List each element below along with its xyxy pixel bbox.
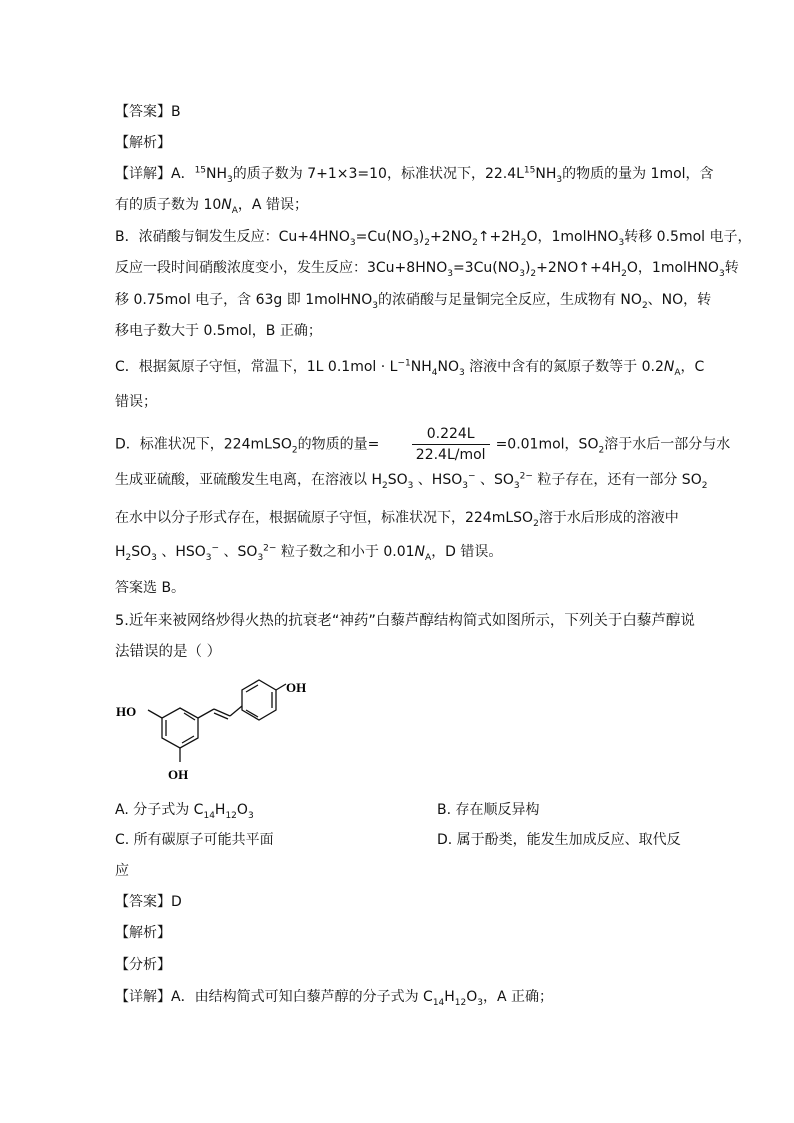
text: A． <box>171 166 195 182</box>
text: A．由结构简式可知白藜芦醇的分子式为 C <box>171 989 433 1005</box>
text: ↑+2H <box>477 229 521 245</box>
subscript: 3 <box>458 367 465 378</box>
fraction <box>412 424 490 465</box>
subscript: 3 <box>257 552 264 563</box>
answer-value: B <box>171 104 181 120</box>
text: ，C <box>680 359 705 375</box>
superscript: 2− <box>519 471 533 482</box>
superscript: − <box>467 471 476 482</box>
vinyl-bond <box>230 706 242 716</box>
answer-label: 【答案】 <box>115 894 171 910</box>
subscript: 3 <box>151 552 157 563</box>
text: O，1molHNO <box>626 260 719 276</box>
right-benzene-ring <box>242 680 276 720</box>
text: ，A 正确； <box>483 989 554 1005</box>
text: 溶液中含有的氮原子数等于 0.2 <box>464 359 664 375</box>
text: 、NO，转 <box>647 292 712 308</box>
subscript: 3 <box>618 237 625 248</box>
superscript: 15 <box>194 165 207 176</box>
text: O <box>236 802 248 818</box>
oh-label-left: HO <box>116 704 137 719</box>
option-d-continued: 应 <box>115 863 129 879</box>
text: =Cu(NO <box>355 229 413 245</box>
ring-double-bond <box>184 713 195 720</box>
text: O，1molHNO <box>526 229 619 245</box>
subscript: 2 <box>641 300 648 311</box>
detail-label: 【详解】 <box>115 166 171 182</box>
subscript: 2 <box>424 237 430 248</box>
subscript: 3 <box>718 268 725 279</box>
detail-b-line-3 <box>115 290 711 310</box>
text: 溶于水后形成的溶液中 <box>538 510 679 526</box>
answer-value: D <box>171 894 182 910</box>
subscript: A <box>425 552 432 563</box>
text: 、HSO <box>413 472 463 488</box>
subscript: 4 <box>431 367 438 378</box>
left-benzene-ring <box>162 708 198 748</box>
subscript: 2 <box>472 237 478 248</box>
subscript: 2 <box>621 268 627 279</box>
text: 反应一段时间硝酸浓度变小，发生反应：3Cu+8HNO <box>115 260 448 276</box>
fraction-denominator: 22.4L/mol <box>415 447 486 463</box>
text: ，D 错误。 <box>431 544 503 560</box>
analysis-sub-heading: 【分析】 <box>115 957 171 973</box>
subscript: 2 <box>125 552 132 563</box>
avogadro-symbol: N <box>414 544 426 560</box>
text: NH <box>206 166 228 182</box>
subscript: 3 <box>247 810 254 821</box>
text: NH <box>410 359 432 375</box>
conclusion-line: 答案选 B。 <box>115 580 186 596</box>
detail-c-line-2: 错误； <box>115 394 157 410</box>
superscript: − <box>211 543 220 554</box>
text: NH <box>535 166 557 182</box>
text: SO <box>387 472 408 488</box>
text: ) <box>418 229 425 245</box>
detail-a-line-2 <box>115 195 308 215</box>
text: 溶于水后一部分与水 <box>604 436 731 453</box>
detail-label: 【详解】 <box>115 989 171 1005</box>
text: 转 <box>724 260 739 276</box>
text: 转移 0.5mol 电子， <box>624 229 752 245</box>
option-b: B. 存在顺反异构 <box>437 802 540 818</box>
subscript: 3 <box>556 174 563 185</box>
text: 生成亚硫酸，亚硫酸发生电离，在溶液以 H <box>115 472 382 488</box>
subscript: 3 <box>513 480 520 491</box>
subscript: 2 <box>381 480 388 491</box>
option-d: D. 属于酚类，能发生加成反应、取代反 <box>437 832 681 848</box>
text: ) <box>524 260 531 276</box>
superscript: −1 <box>397 358 411 369</box>
oh-label-bottom: OH <box>168 767 189 782</box>
subscript: 2 <box>530 268 537 279</box>
detail-d-line-3 <box>115 508 679 528</box>
text: 的质子数为 7+1×3=10，标准状况下，22.4L <box>232 166 524 182</box>
analysis-heading-2: 【解析】 <box>115 925 171 941</box>
text: 的物质的量为 1mol，含 <box>562 166 714 182</box>
subscript: 3 <box>227 174 233 185</box>
text: NO <box>437 359 459 375</box>
text: 移 0.75mol 电子，含 63g 即 1molHNO <box>115 292 373 308</box>
detail-d-line-1 <box>115 424 730 465</box>
question-5-line-2: 法错误的是（ ） <box>115 644 222 660</box>
subscript: 3 <box>519 268 525 279</box>
text: 的浓硝酸与足量铜完全反应，生成物有 NO <box>377 292 642 308</box>
question-5-line-1: 5.近年来被网络炒得火热的抗衰老“神药”白藜芦醇结构简式如图所示，下列关于白藜芦醇说 <box>115 613 695 629</box>
text: D．标准状况下，224mLSO <box>115 436 292 453</box>
text: H <box>444 989 455 1005</box>
subscript: 14 <box>432 997 445 1008</box>
text: +2NO <box>429 229 473 245</box>
subscript: 2 <box>701 480 708 491</box>
text: +2NO↑+4H <box>536 260 622 276</box>
oh-bond-top <box>276 684 286 690</box>
subscript: 3 <box>205 552 212 563</box>
vinyl-bond <box>198 709 214 718</box>
text: SO <box>131 544 152 560</box>
avogadro-symbol: N <box>221 197 232 213</box>
detail-d-line-2 <box>115 470 707 490</box>
fraction-numerator: 0.224L <box>412 424 490 445</box>
subscript: 3 <box>407 480 414 491</box>
text: A. 分子式为 C <box>115 802 204 818</box>
detail-b-line-1 <box>115 227 752 247</box>
text: 粒子存在，还有一部分 SO <box>532 472 702 488</box>
analysis-heading: 【解析】 <box>115 135 171 151</box>
text: 的物质的量= <box>297 436 380 453</box>
answer-line-2 <box>115 892 182 912</box>
text: H <box>115 544 126 560</box>
text: B．浓硝酸与铜发生反应：Cu+4HNO <box>115 229 350 245</box>
detail-b-line-2 <box>115 258 739 278</box>
superscript: 2− <box>263 543 277 554</box>
text: 粒子数之和小于 0.01 <box>276 544 415 560</box>
subscript: 3 <box>462 480 468 491</box>
text: 有的质子数为 10 <box>115 197 222 213</box>
resveratrol-structure <box>112 676 312 796</box>
subscript: 3 <box>477 997 484 1008</box>
option-a <box>115 800 254 820</box>
oh-bond-left <box>148 710 162 718</box>
subscript: 3 <box>447 268 453 279</box>
subscript: 3 <box>372 300 378 311</box>
detail-d-line-4 <box>115 542 502 562</box>
subscript: A <box>674 367 681 378</box>
text: H <box>214 802 226 818</box>
answer-label: 【答案】 <box>115 104 171 120</box>
text: 在水中以分子形式存在，根据硫原子守恒，标准状况下，224mLSO <box>115 510 534 526</box>
text: 、SO <box>219 544 258 560</box>
text: =3Cu(NO <box>452 260 520 276</box>
answer-line <box>115 102 181 122</box>
subscript: 12 <box>225 810 237 821</box>
subscript: 14 <box>203 810 215 821</box>
text: C．根据氮原子守恒，常温下，1L 0.1mol · L <box>115 359 398 375</box>
detail-b-line-4: 移电子数大于 0.5mol，B 正确； <box>115 323 322 339</box>
text: ，A 错误； <box>237 197 308 213</box>
text: =0.01mol，SO <box>495 436 599 453</box>
text: 、SO <box>475 472 514 488</box>
detail-2-line <box>115 987 553 1007</box>
oh-label-top: OH <box>286 680 307 695</box>
option-c: C. 所有碳原子可能共平面 <box>115 832 274 848</box>
subscript: 12 <box>454 997 467 1008</box>
subscript: 2 <box>598 445 605 456</box>
subscript: 3 <box>349 237 356 248</box>
subscript: 2 <box>520 237 527 248</box>
avogadro-symbol: N <box>663 359 675 375</box>
text: O <box>466 989 478 1005</box>
detail-c-line-1 <box>115 357 704 377</box>
vinyl-double-bond <box>214 709 230 716</box>
superscript: 15 <box>523 165 536 176</box>
text: 、HSO <box>156 544 206 560</box>
subscript: 2 <box>533 518 539 529</box>
subscript: 2 <box>291 445 298 456</box>
subscript: A <box>231 205 238 216</box>
detail-a-line-1 <box>115 164 714 184</box>
subscript: 3 <box>413 237 419 248</box>
